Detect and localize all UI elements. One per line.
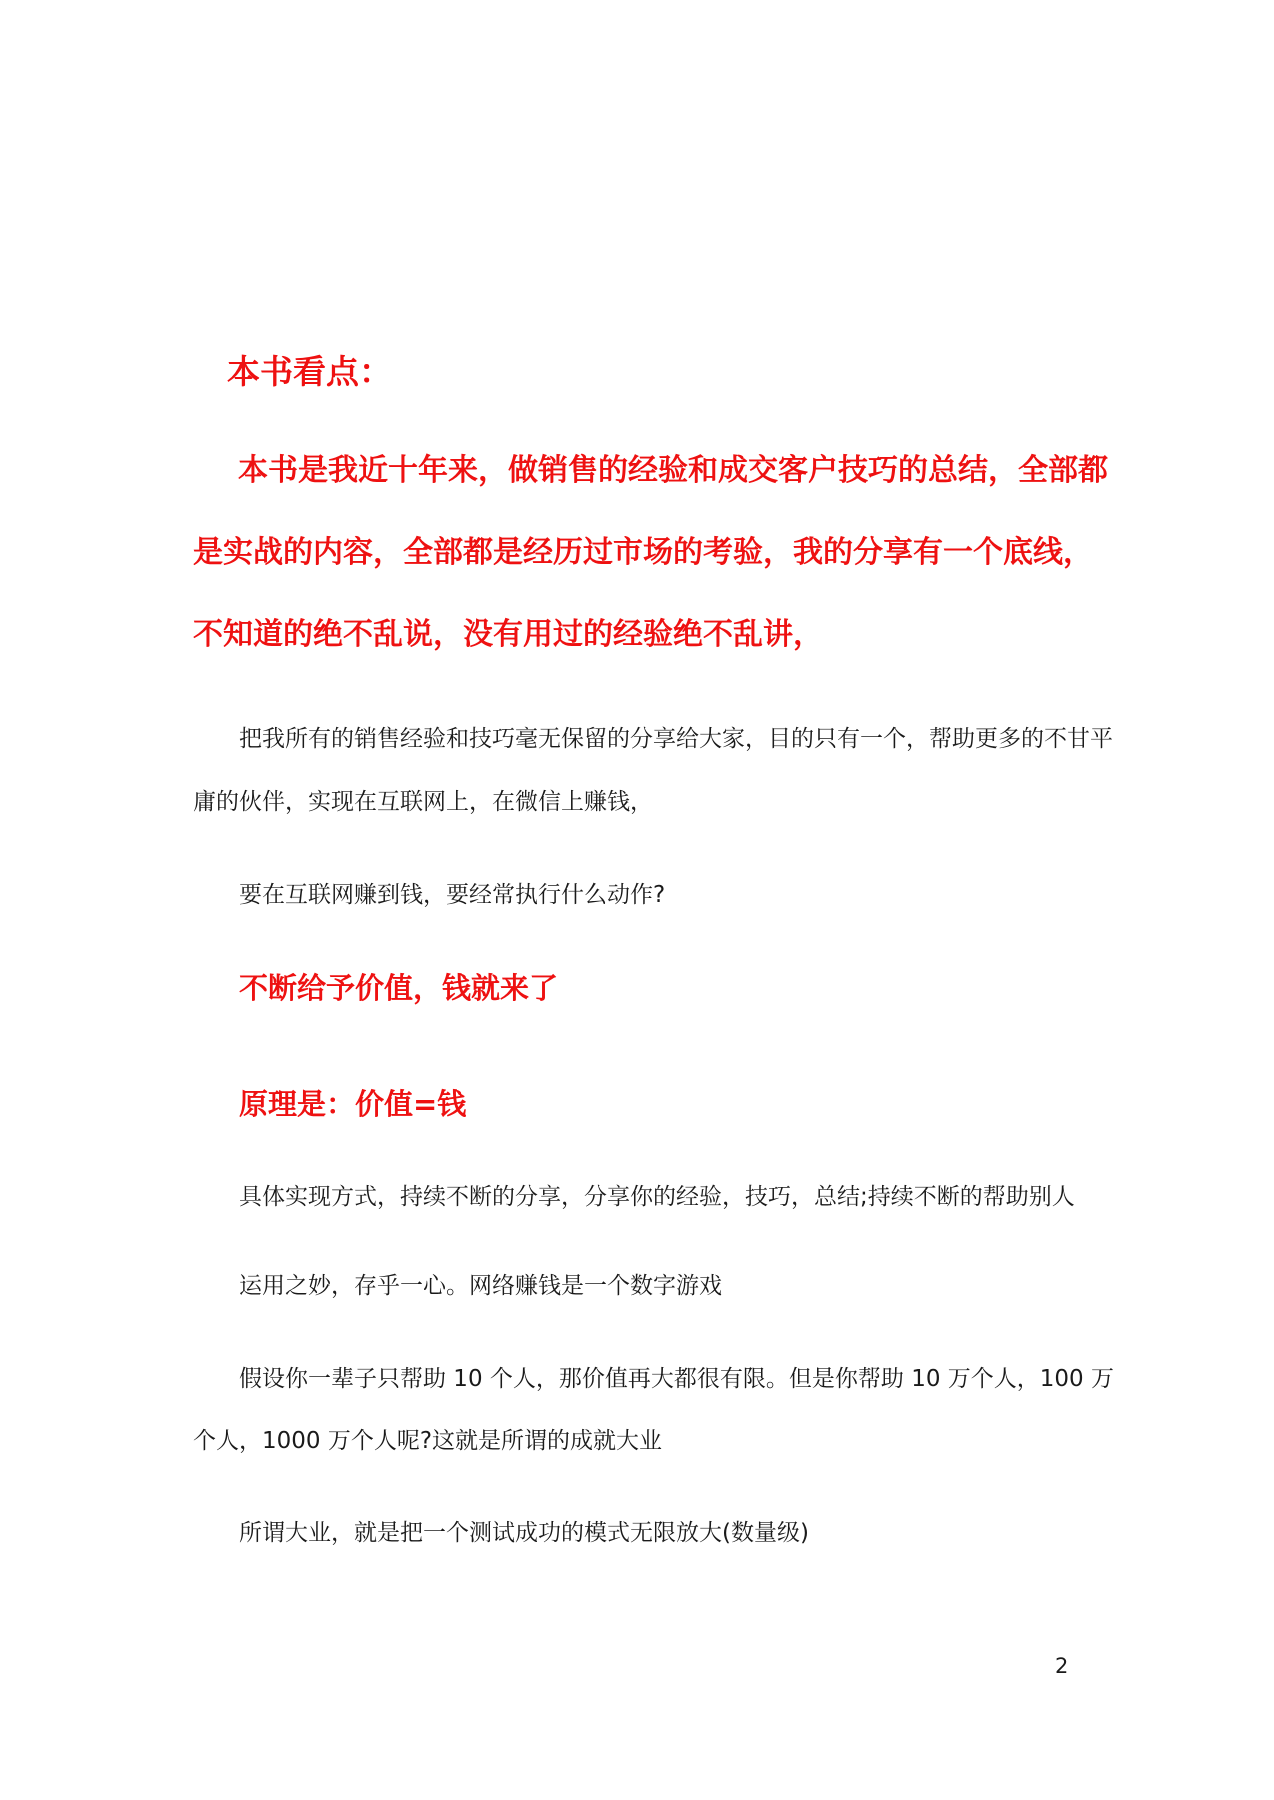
answer-heading: 不断给予价值，钱就来了 <box>239 971 559 1005</box>
intro-line-1: 本书是我近十年来，做销售的经验和成交客户技巧的总结，全部都 <box>238 453 1108 488</box>
paragraph-2-line-1: 假设你一辈子只帮助 10 个人，那价值再大都很有限。但是你帮助 10 万个人，100 万 <box>239 1366 1114 1392</box>
section-title: 本书看点： <box>227 352 392 391</box>
question-line: 要在互联网赚到钱，要经常执行什么动作? <box>239 882 666 908</box>
conclusion-line: 所谓大业，就是把一个测试成功的模式无限放大(数量级) <box>239 1520 809 1546</box>
game-line: 运用之妙，存乎一心。网络赚钱是一个数字游戏 <box>239 1273 722 1299</box>
paragraph-2-line-2: 个人，1000 万个人呢?这就是所谓的成就大业 <box>193 1428 663 1454</box>
intro-line-3: 不知道的绝不乱说，没有用过的经验绝不乱讲， <box>193 617 823 652</box>
paragraph-1-line-2: 庸的伙伴，实现在互联网上，在微信上赚钱， <box>193 789 653 815</box>
paragraph-1-line-1: 把我所有的销售经验和技巧毫无保留的分享给大家，目的只有一个，帮助更多的不甘平 <box>239 726 1113 752</box>
principle-heading: 原理是：价值=钱 <box>239 1087 467 1121</box>
method-line: 具体实现方式，持续不断的分享，分享你的经验，技巧，总结;持续不断的帮助别人 <box>239 1184 1075 1210</box>
intro-line-2: 是实战的内容，全部都是经历过市场的考验，我的分享有一个底线， <box>193 535 1093 570</box>
page-number: 2 <box>1055 1654 1069 1678</box>
